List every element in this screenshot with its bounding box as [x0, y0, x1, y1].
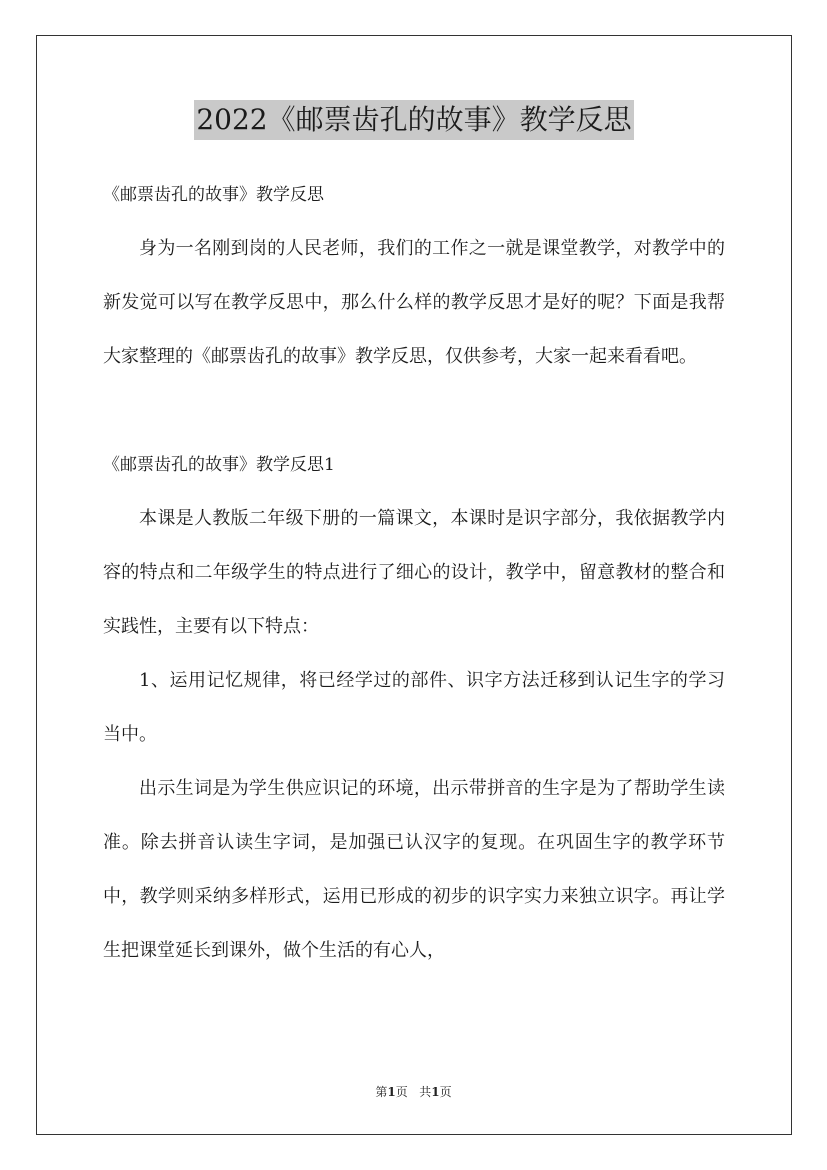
footer-page-number: 1: [387, 1085, 396, 1099]
section1-paragraph-3: 出示生词是为学生供应识记的环境，出示带拼音的生字是为了帮助学生读准。除去拼音认读生字词，是加强已认汉字的复现。在巩固生字的教学环节中，教学则采纳多样形式，运用已形成的初步的识字实力来独立识字。再让学生把课堂延长到课外，做个生活的有心人，: [103, 778, 725, 961]
title-wrap: [103, 100, 725, 146]
section1-paragraph-1: 本课是人教版二年级下册的一篇课文，本课时是识字部分，我依据教学内容的特点和二年级学生的特点进行了细心的设计，教学中，留意教材的整合和实践性，主要有以下特点：: [103, 508, 725, 637]
section1-heading: 《邮票齿孔的故事》教学反思1: [103, 455, 335, 475]
section1-paragraph-2: 1、运用记忆规律，将已经学过的部件、识字方法迁移到认记生字的学习当中。: [103, 670, 725, 745]
footer-total-pages: 1: [431, 1085, 440, 1099]
intro-heading: 《邮票齿孔的故事》教学反思: [103, 185, 324, 205]
document-body: [103, 100, 725, 978]
footer-mid: 页 共: [395, 1085, 432, 1099]
footer-prefix: 第: [375, 1085, 388, 1099]
spacer: [103, 384, 725, 438]
document-title: 2022《邮票齿孔的故事》教学反思: [194, 100, 633, 140]
page-footer: [0, 1083, 827, 1100]
intro-paragraph: 身为一名刚到岗的人民老师，我们的工作之一就是课堂教学，对教学中的新发觉可以写在教学反思中，那么什么样的教学反思才是好的呢？下面是我帮大家整理的《邮票齿孔的故事》教学反思，仅供参考，大家一起来看看吧。: [103, 238, 725, 367]
footer-suffix: 页: [439, 1085, 452, 1099]
